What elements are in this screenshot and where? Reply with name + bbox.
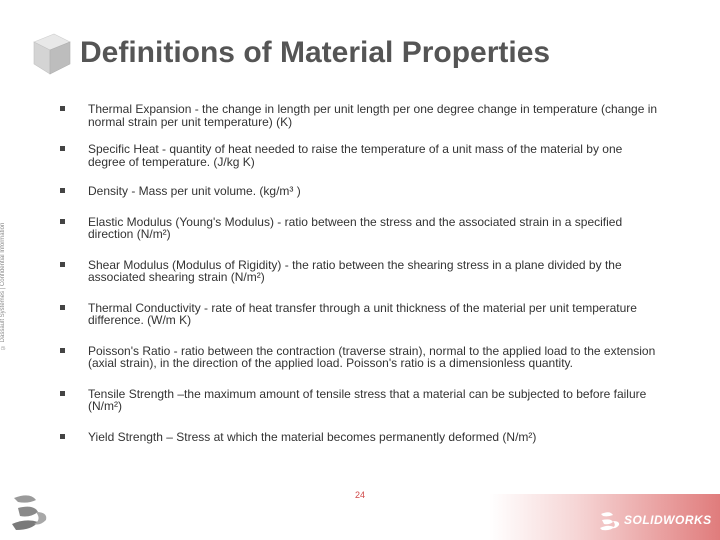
bullet-square-icon: [60, 146, 65, 151]
list-item: [60, 143, 660, 168]
page-number: 24: [354, 490, 365, 500]
definition-text: Shear Modulus (Modulus of Rigidity) - the ratio between the shearing stress in a plane divided by the associated shearing strain (N/m²): [88, 257, 622, 284]
list-item: [60, 216, 660, 241]
solidworks-brand: [598, 508, 716, 532]
definition-text: Yield Strength – Stress at which the material becomes permanently deformed (N/m²): [88, 429, 537, 444]
definition-text: Tensile Strength –the maximum amount of tensile stress that a material can be subjected to before failure (N/m²): [88, 386, 647, 413]
list-item: [60, 103, 660, 128]
cube-logo-icon: [30, 30, 72, 76]
bullet-square-icon: [60, 348, 65, 353]
bullet-square-icon: [60, 188, 65, 193]
bullet-square-icon: [60, 106, 65, 111]
solidworks-wordmark: SOLIDWORKS: [624, 513, 712, 527]
definitions-list: [60, 103, 660, 443]
bullet-square-icon: [60, 434, 65, 439]
page-title: Definitions of Material Properties: [80, 36, 551, 69]
bullet-square-icon: [60, 262, 65, 267]
definition-text: Specific Heat - quantity of heat needed to raise the temperature of a unit mass of the material by one degree of temperature. (J/kg K): [88, 142, 623, 169]
definition-text: Poisson's Ratio - ratio between the contraction (traverse strain), normal to the applied load to the extension (axial strain), in the direction of the applied load. Poisson's ratio is a dimensionless quantity.: [88, 343, 656, 370]
bullet-square-icon: [60, 219, 65, 224]
definition-text: Density - Mass per unit volume. (kg/m³ ): [88, 184, 301, 198]
definition-text: Elastic Modulus (Young's Modulus) - ratio between the stress and the associated strain in a specified direction (N/m²): [88, 214, 623, 241]
list-item: [60, 259, 660, 284]
definition-text: Thermal Conductivity - rate of heat transfer through a unit thickness of the material per unit temperature difference. (W/m K): [88, 300, 637, 327]
list-item: [60, 185, 660, 198]
side-copyright-note: © Dassault Systèmes | Confidential Information: [0, 222, 6, 350]
list-item: [60, 431, 660, 444]
list-item: [60, 388, 660, 413]
definition-text: Thermal Expansion - the change in length per unit length per one degree change in temperature (change in normal strain per unit temperature) (K): [88, 102, 658, 129]
3ds-logo-icon: [8, 490, 52, 534]
bullet-square-icon: [60, 305, 65, 310]
list-item: [60, 302, 660, 327]
bullet-square-icon: [60, 391, 65, 396]
solidworks-logo-icon: [598, 509, 622, 531]
list-item: [60, 345, 660, 370]
